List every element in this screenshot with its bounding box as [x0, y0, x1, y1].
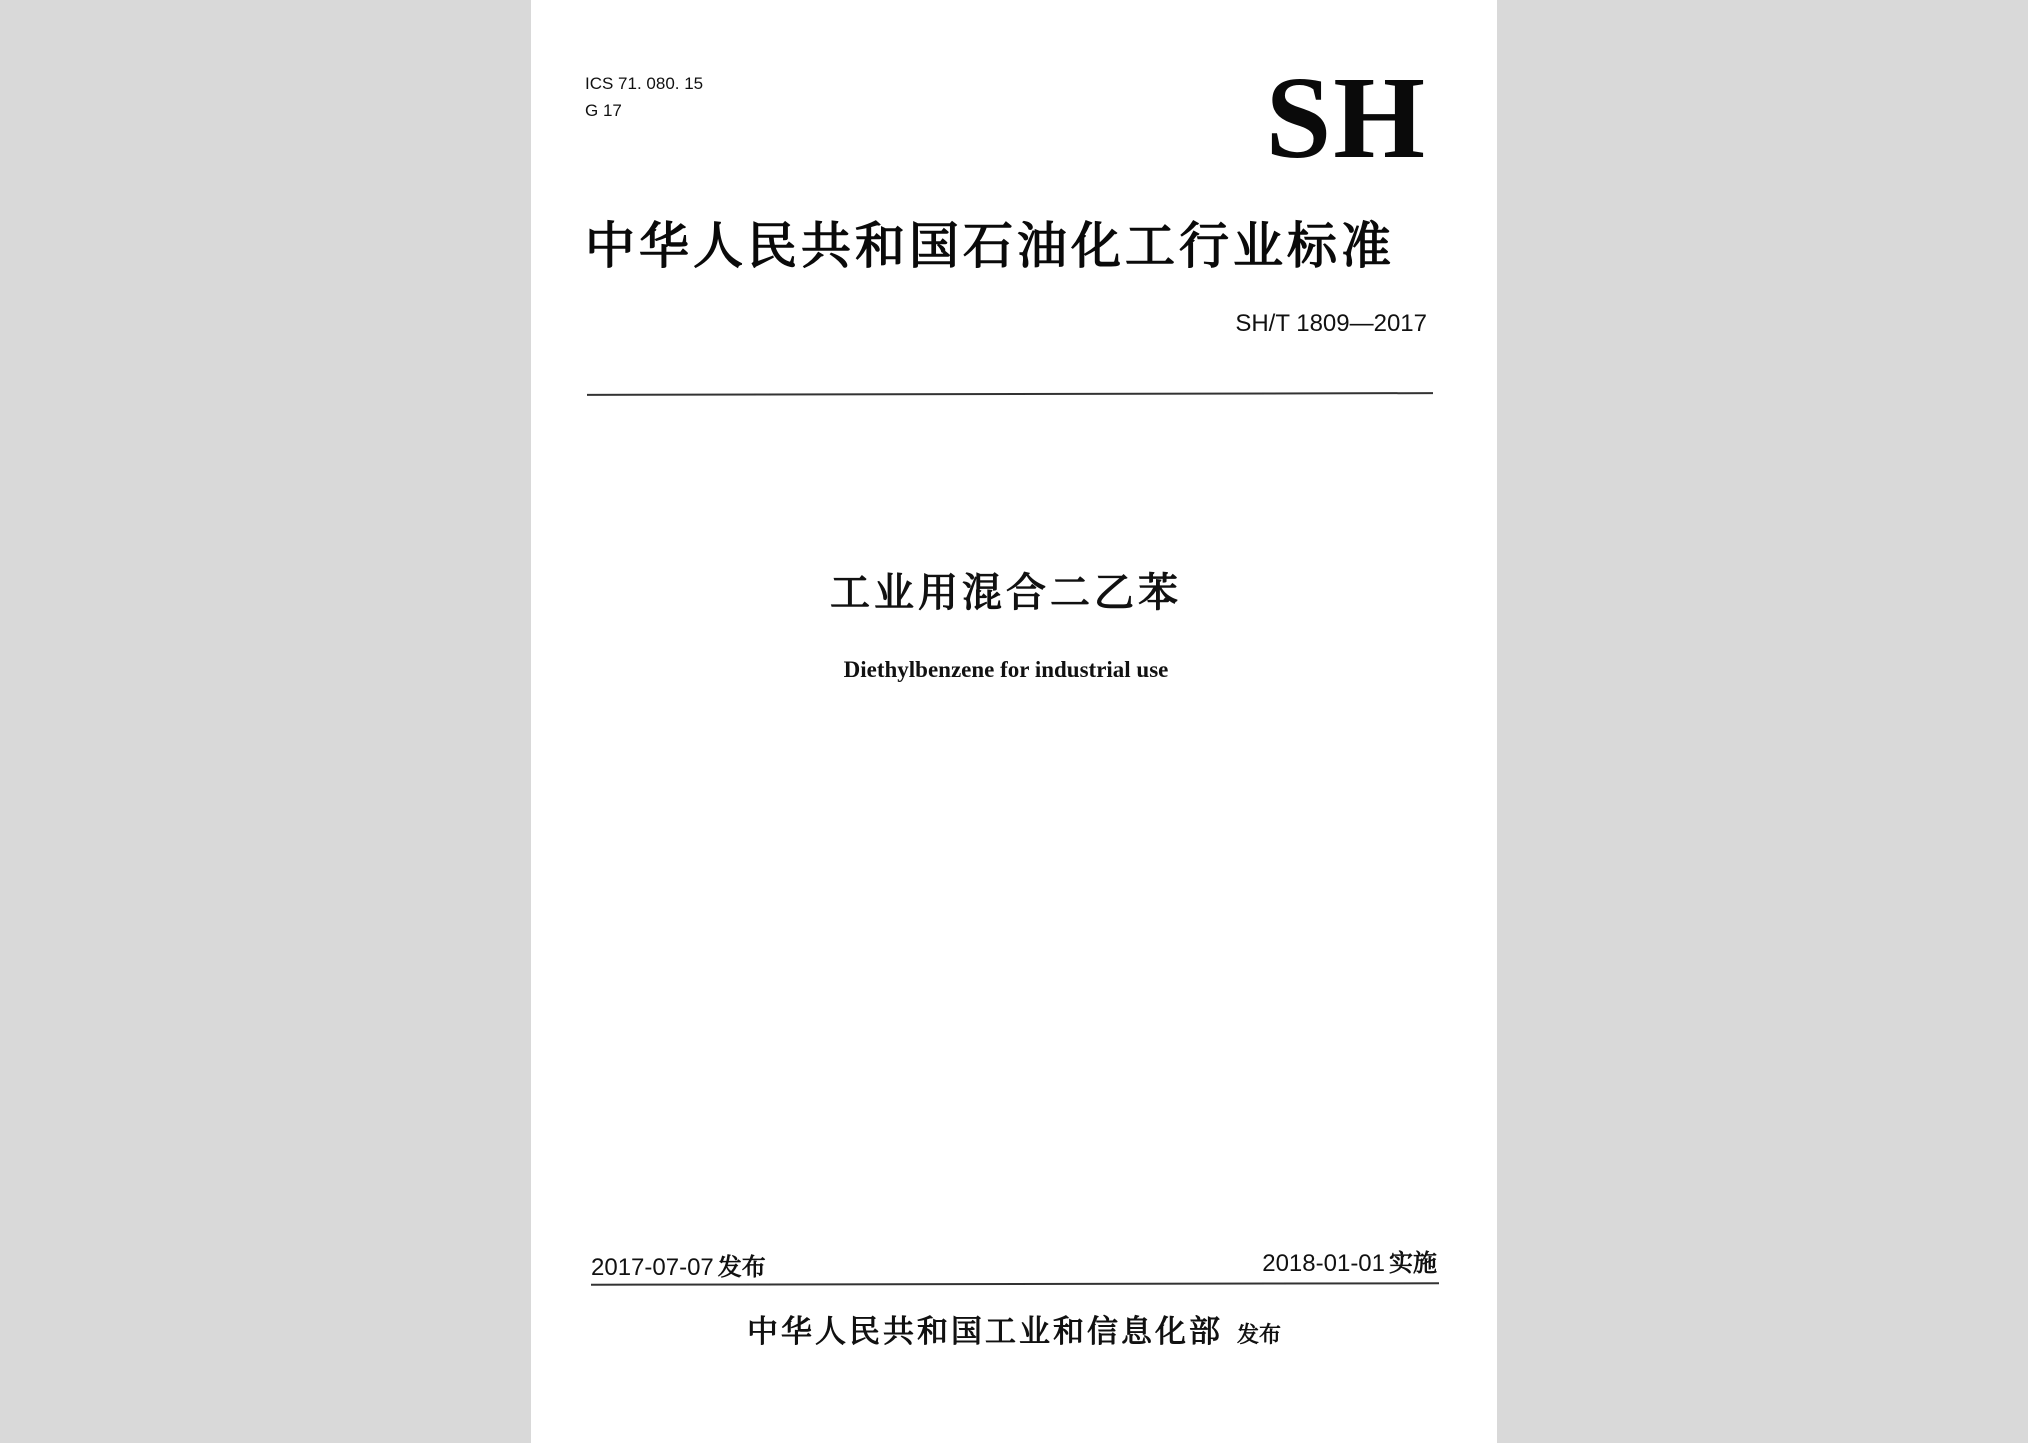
sh-logo: SH [1265, 52, 1427, 183]
implementation-date: 2018-01-01 [1262, 1250, 1385, 1277]
organization-title: 中华人民共和国石油化工行业标准 [585, 217, 1395, 275]
publisher-name: 中华人民共和国工业和信息化部 [746, 1314, 1223, 1350]
standard-code: SH/T 1809—2017 [1235, 310, 1427, 337]
publisher-suffix: 发布 [1236, 1323, 1281, 1348]
ics-code: ICS 71. 080. 15 [585, 74, 704, 93]
top-divider [587, 392, 1433, 396]
document-title-chinese: 工业用混合二乙苯 [830, 570, 1182, 616]
implementation-label: 实施 [1389, 1249, 1437, 1277]
issue-date: 2017-07-07 [591, 1254, 714, 1281]
bottom-divider [591, 1282, 1439, 1285]
ccs-code: G 17 [585, 101, 622, 120]
issue-date-block [591, 1252, 766, 1283]
implementation-date-block [1262, 1248, 1437, 1279]
classification-codes [585, 70, 703, 124]
issue-label: 发布 [717, 1253, 766, 1281]
document-title-english: Diethylbenzene for industrial use [843, 657, 1169, 682]
document-page [531, 0, 1497, 1443]
publisher-block [531, 1312, 1497, 1356]
